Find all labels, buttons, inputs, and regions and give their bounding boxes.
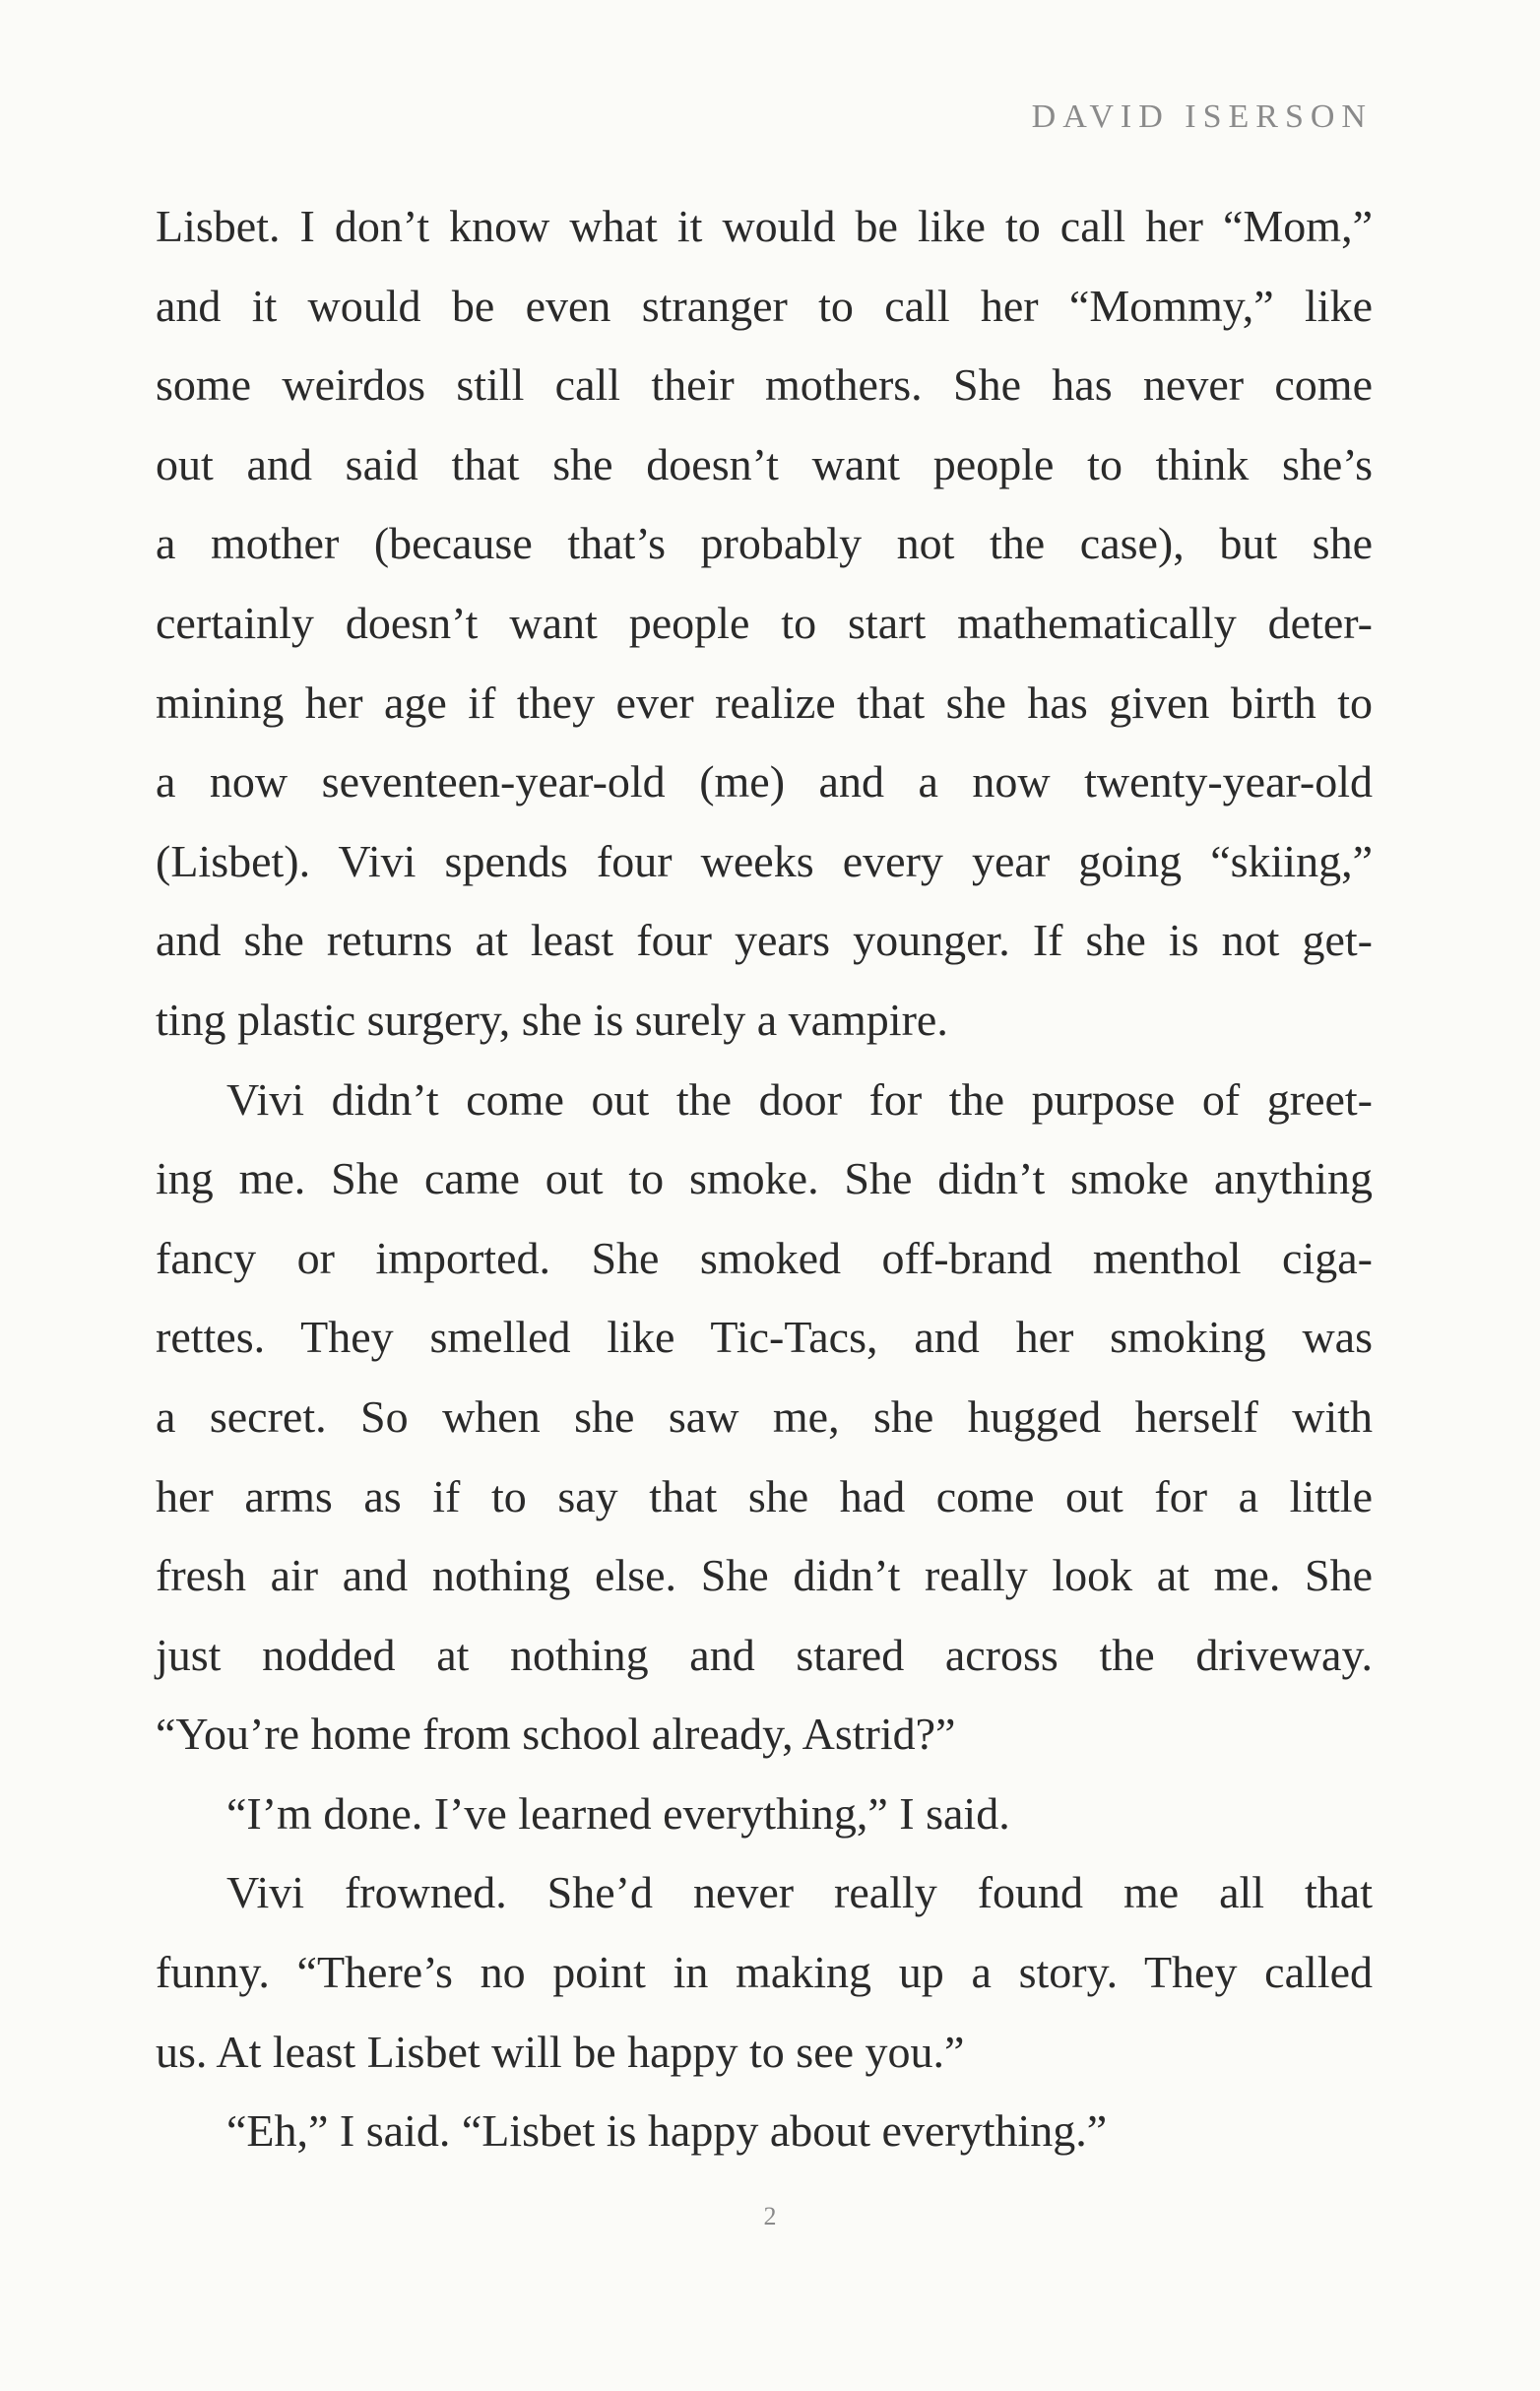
- text-line: and it would be even stranger to call her “Mommy,” like: [156, 280, 1373, 331]
- text-line: just nodded at nothing and stared across the driveway.: [156, 1629, 1373, 1680]
- text-line: rettes. They smelled like Tic-Tacs, and her smoking was: [156, 1312, 1373, 1363]
- page-number: 2: [763, 2202, 777, 2230]
- paragraph-first-line: Vivi frowned. She’d never really found me all that: [226, 1867, 1373, 1918]
- body-text: [156, 187, 1373, 2171]
- text-line: fancy or imported. She smoked off-brand menthol ciga-: [156, 1232, 1373, 1283]
- paragraph-first-line: Vivi didn’t come out the door for the purpose of greet-: [226, 1073, 1373, 1125]
- text-line: us. At least Lisbet will be happy to see you.”: [156, 2026, 965, 2077]
- text-line: Lisbet. I don’t know what it would be like to call her “Mom,”: [156, 201, 1373, 251]
- running-head: DAVID ISERSON: [1031, 98, 1373, 135]
- text-line: ting plastic surgery, she is surely a vampire.: [156, 994, 948, 1045]
- text-line: (Lisbet). Vivi spends four weeks every year going “skiing,”: [156, 835, 1373, 886]
- text-line: fresh air and nothing else. She didn’t really look at me. She: [156, 1550, 1373, 1601]
- text-line: some weirdos still call their mothers. She has never come: [156, 359, 1373, 411]
- text-line: mining her age if they ever realize that she has given birth to: [156, 677, 1373, 728]
- text-line: ing me. She came out to smoke. She didn’t smoke anything: [156, 1153, 1373, 1204]
- paragraph-first-line: “I’m done. I’ve learned everything,” I said.: [226, 1787, 1010, 1839]
- text-line: her arms as if to say that she had come out for a little: [156, 1470, 1373, 1521]
- text-line: a now seventeen-year-old (me) and a now twenty-year-old: [156, 756, 1373, 808]
- text-line: out and said that she doesn’t want people to think she’s: [156, 438, 1373, 489]
- text-line: funny. “There’s no point in making up a story. They called: [156, 1947, 1373, 1998]
- text-line: and she returns at least four years younger. If she is not get-: [156, 915, 1373, 966]
- text-line: “You’re home from school already, Astrid?”: [156, 1709, 956, 1760]
- paragraph-first-line: “Eh,” I said. “Lisbet is happy about everything.”: [226, 2105, 1108, 2157]
- text-line: certainly doesn’t want people to start mathematically deter-: [156, 597, 1373, 648]
- text-line: a secret. So when she saw me, she hugged herself with: [156, 1390, 1373, 1442]
- text-line: a mother (because that’s probably not the case), but she: [156, 518, 1373, 569]
